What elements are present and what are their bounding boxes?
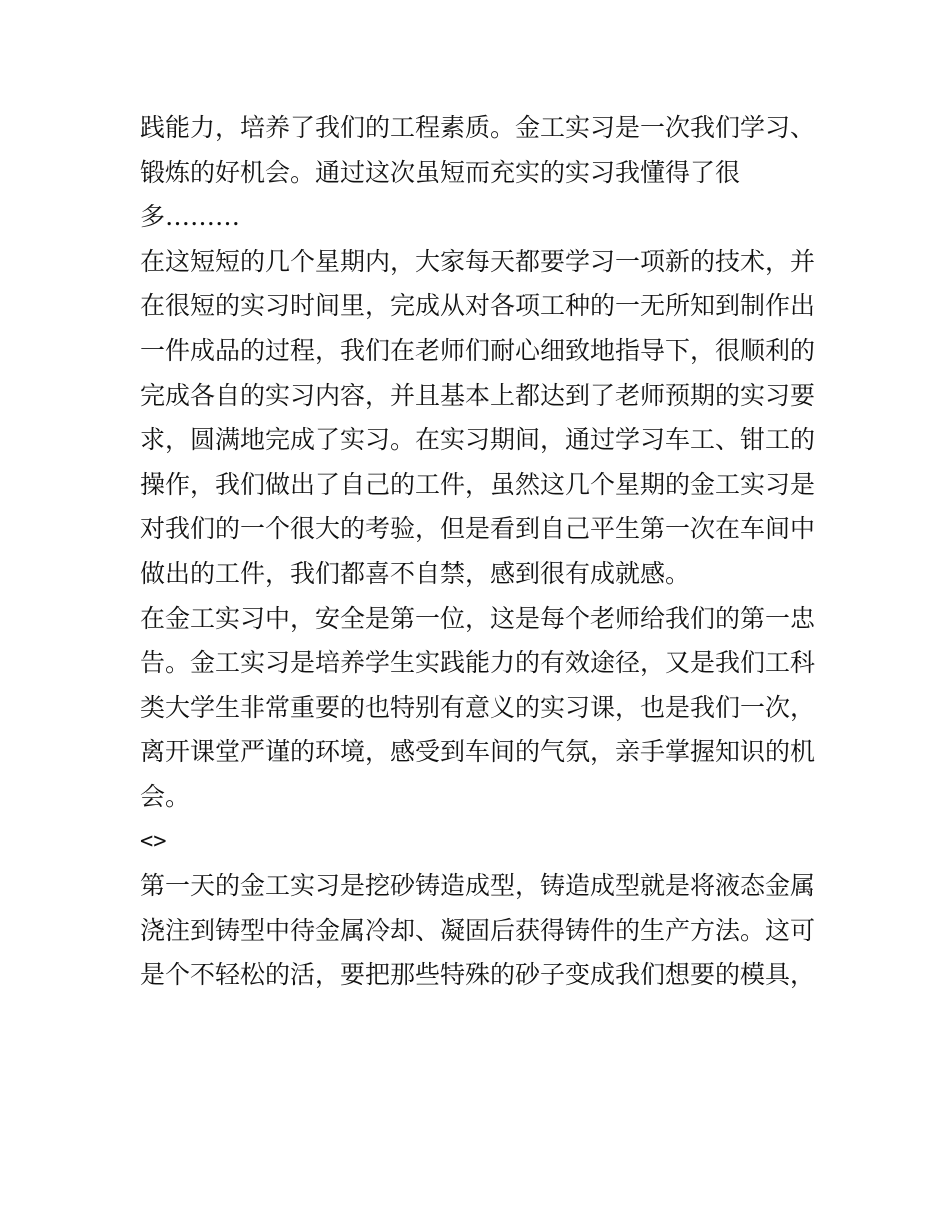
- text-line: 求，圆满地完成了实习。在实习期间，通过学习车工、钳工的: [140, 425, 816, 455]
- text-line: 离开课堂严谨的环境，感受到车间的气氛，亲手掌握知识的机: [140, 737, 816, 767]
- paragraph-2: [140, 240, 816, 597]
- angle-brackets-text: <>: [140, 828, 167, 854]
- document-body: [140, 106, 816, 998]
- text-line: 类大学生非常重要的也特别有意义的实习课，也是我们一次，: [140, 692, 816, 722]
- paragraph-5: [140, 864, 816, 998]
- text-line: 完成各自的实习内容，并且基本上都达到了老师预期的实习要: [140, 380, 816, 410]
- paragraph-4: [140, 820, 812, 865]
- paragraph-3: [140, 597, 816, 820]
- text-line: 是个不轻松的活，要把那些特殊的砂子变成我们想要的模具，: [140, 960, 816, 990]
- text-line: 告。金工实习是培养学生实践能力的有效途径，又是我们工科: [140, 648, 816, 678]
- text-line: 在很短的实习时间里，完成从对各项工种的一无所知到制作出: [140, 291, 816, 321]
- text-line: 一件成品的过程，我们在老师们耐心细致地指导下，很顺利的: [140, 335, 816, 365]
- text-line: 浇注到铸型中待金属冷却、凝固后获得铸件的生产方法。这可: [140, 915, 816, 945]
- text-line: 第一天的金工实习是挖砂铸造成型，铸造成型就是将液态金属: [140, 871, 816, 901]
- text-line: 在金工实习中，安全是第一位，这是每个老师给我们的第一忠: [140, 603, 816, 633]
- text-line: 操作，我们做出了自己的工件，虽然这几个星期的金工实习是: [140, 469, 816, 499]
- text-line: 践能力，培养了我们的工程素质。金工实习是一次我们学习、: [140, 113, 816, 142]
- text-line: 在这短短的几个星期内，大家每天都要学习一项新的技术，并: [140, 246, 816, 276]
- paragraph-1: [140, 106, 816, 240]
- text-line: 做出的工件，我们都喜不自禁，感到很有成就感。: [140, 558, 691, 588]
- text-line: 多………: [140, 202, 241, 232]
- text-line: 对我们的一个很大的考验，但是看到自己平生第一次在车间中: [140, 514, 816, 544]
- text-line: 锻炼的好机会。通过这次虽短而充实的实习我懂得了很: [140, 157, 741, 187]
- text-line: 会。: [140, 781, 191, 811]
